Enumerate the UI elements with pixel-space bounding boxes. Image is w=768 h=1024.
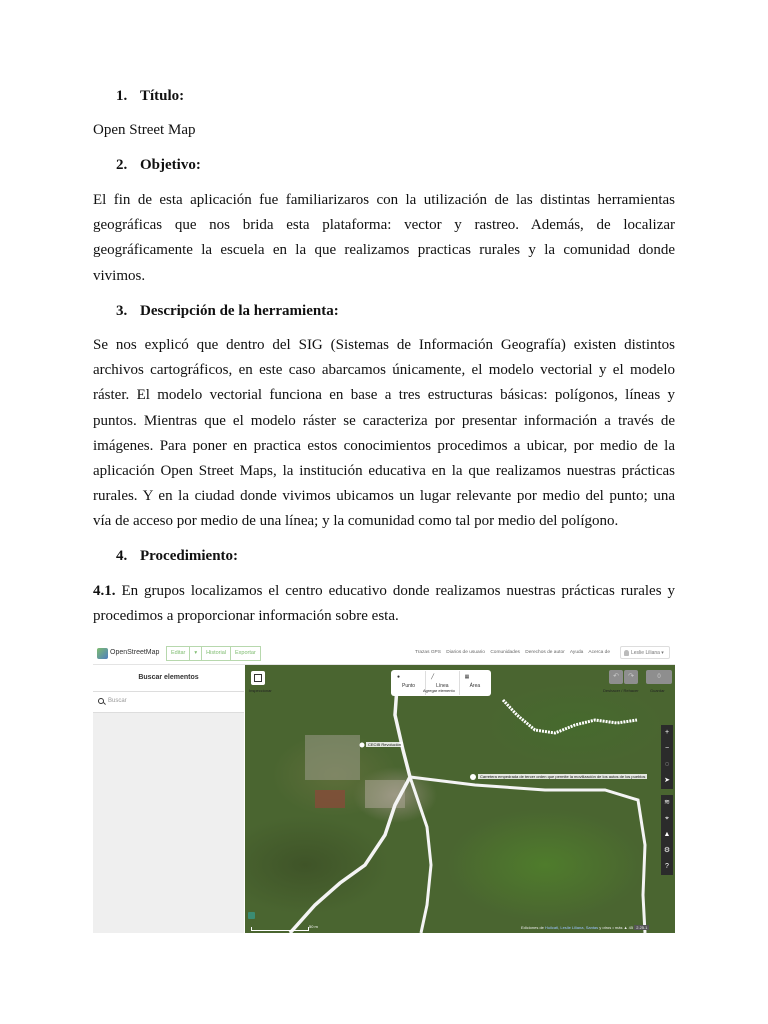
heading-text: Descripción de la herramienta: — [140, 303, 339, 319]
save-count: 0 — [657, 674, 661, 680]
nav-about[interactable]: Acerca de — [588, 650, 611, 655]
school-marker-icon[interactable] — [360, 743, 365, 748]
text-line: Se nos explicó que dentro del SIG (Sistemas de Información Geografía) existen distintos — [93, 337, 675, 353]
zoom-to-selection-icon[interactable]: ◌ — [664, 761, 670, 768]
layers-icon[interactable]: ≋ — [664, 799, 670, 806]
edit-button-group — [166, 646, 260, 660]
text-line: rurales. Y en la ciudad donde vivimos ubicamos un lugar relevante por medio del punto; una — [93, 488, 675, 505]
heading-number: 3. — [116, 303, 128, 319]
user-menu-button[interactable] — [620, 646, 670, 659]
zoom-in-icon[interactable]: + — [664, 729, 670, 736]
point-marker-icon[interactable] — [470, 774, 476, 780]
help-icon[interactable]: ? — [665, 863, 669, 870]
attrib-users[interactable]: Huilcatl, Leslie Liliana, Santas — [545, 925, 599, 930]
search-input[interactable] — [93, 692, 244, 713]
map-zoom-controls — [661, 725, 673, 789]
version-badge: 2.25.1 — [636, 925, 648, 930]
undo-redo-label: Deshacer / Rehacer — [603, 688, 639, 693]
export-button[interactable]: Exportar — [230, 646, 261, 661]
map-attribution — [521, 925, 649, 930]
text-line: Open Street Map — [93, 122, 196, 138]
heading-number: 1. — [116, 88, 128, 104]
text-line — [93, 579, 675, 604]
issues-badge[interactable]: ▲ 45 — [623, 925, 634, 930]
osm-nav — [415, 650, 614, 655]
step-number: 4.1. — [93, 583, 116, 599]
point-label: Carretera empedrada de tercer orden que permite la movilización de los autos de los pueblos — [480, 774, 646, 779]
geolocate-icon[interactable]: ➤ — [664, 777, 670, 784]
add-line-button[interactable]: ╱ Línea — [426, 671, 460, 695]
nav-communities[interactable]: Comunidades — [490, 650, 520, 655]
add-element-label: Agregar elemento — [423, 688, 455, 693]
add-point-label: Punto — [402, 683, 416, 689]
osm-screenshot — [93, 643, 675, 933]
sidebar — [93, 665, 244, 933]
text-line: geográficas que nos brida esta plataforma: vector y rastreo. Además, de localizar — [93, 217, 675, 234]
preferences-icon[interactable]: ⚙ — [663, 847, 671, 854]
text-line: El fin de esta aplicación fue familiarizaros con la utilización de las distintas herramientas — [93, 192, 675, 208]
osm-header — [93, 643, 675, 665]
osm-logo-icon — [97, 648, 108, 659]
road-east — [410, 777, 645, 933]
heading-number: 4. — [116, 548, 128, 564]
text-line: aplicación Open Street Maps, la institución educativa en la que realizamos nuestras prácticas — [93, 463, 675, 480]
save-label: Guardar — [650, 688, 665, 693]
text-line: imágenes. Para poner en practica estos conocimientos procedimos a ubicar, por medio de la — [93, 437, 675, 454]
text-line: geográficamente la escuela en la que realizamos practicas rurales y la comunidad donde — [93, 242, 675, 259]
sidebar-toggle-button[interactable] — [251, 671, 265, 685]
heading-objetivo — [116, 157, 201, 174]
save-button[interactable] — [646, 670, 672, 684]
text-line: ráster. El modelo vectorial funciona en base a tres estructuras básicas: polígonos, líneas y — [93, 387, 675, 404]
road-main — [290, 687, 410, 933]
nav-user-diaries[interactable]: Diarios de usuario — [446, 650, 485, 655]
add-point-button[interactable]: ● Punto — [392, 671, 426, 695]
zoom-out-icon[interactable]: − — [664, 745, 670, 752]
sidebar-title: Buscar elementos — [93, 665, 244, 692]
trail-line — [503, 700, 637, 733]
heading-number: 2. — [116, 157, 128, 173]
heading-titulo — [116, 88, 184, 105]
search-icon — [98, 698, 104, 704]
undo-redo-group — [608, 670, 638, 684]
user-name: Leslie Liliana ▾ — [631, 650, 664, 656]
nav-help[interactable]: Ayuda — [569, 650, 584, 655]
undo-icon[interactable]: ↶ — [609, 670, 623, 684]
map-panel-controls — [661, 795, 673, 875]
school-label: CECIB Revolución — [368, 742, 402, 747]
add-area-label: Área — [469, 683, 481, 689]
heading-text: Procedimiento: — [140, 548, 239, 564]
text-line: vivimos. — [93, 267, 146, 284]
redo-icon[interactable]: ↷ — [624, 670, 638, 684]
scale-text: 50 m — [309, 924, 318, 929]
paragraph-objetivo — [93, 188, 675, 289]
paragraph-titulo — [93, 118, 675, 143]
paragraph-procedimiento — [93, 579, 675, 629]
add-area-button[interactable]: ▦ Área — [460, 671, 491, 695]
edit-dropdown-icon[interactable]: ▾ — [189, 646, 202, 661]
nav-copyright[interactable]: Derechos de autor — [525, 650, 565, 655]
text-line: vía de acceso por medio de una línea; y la comunidad como tal por medio del polígono. — [93, 513, 619, 530]
satellite-map[interactable] — [245, 665, 675, 933]
heading-text: Título: — [140, 88, 185, 104]
text-line: procedimos a proporcionar información sobre esta. — [93, 608, 399, 625]
text-line: puntos. Mientras que el modelo ráster se caracteriza por presentar información a través de — [93, 412, 675, 429]
search-placeholder: Buscar — [108, 698, 127, 704]
heading-text: Objetivo: — [140, 157, 201, 173]
issues-icon[interactable]: ▲ — [663, 831, 671, 838]
heading-descripcion — [116, 303, 339, 320]
map-overlay — [245, 665, 675, 933]
step-text: En grupos localizamos el centro educativo donde realizamos nuestras prácticas rurales y — [115, 583, 675, 599]
red-roof-area — [315, 790, 345, 808]
school-building-area — [305, 735, 360, 780]
history-button[interactable]: Historial — [201, 646, 231, 661]
add-line-label: Línea — [436, 683, 449, 689]
user-icon — [624, 650, 629, 656]
inspect-label: Inspeccionar — [249, 688, 272, 693]
minimap-toggle-icon[interactable] — [248, 912, 255, 919]
text-line: archivos cartográficos, en este caso abarcamos únicamente, el modelo vectorial y el modelo — [93, 362, 675, 379]
nav-gps-traces[interactable]: Trazas GPS — [415, 650, 441, 655]
map-data-icon[interactable]: ⌖ — [665, 815, 669, 822]
attrib-prefix: Ediciones de — [521, 925, 546, 930]
edit-button[interactable]: Editar — [166, 646, 190, 661]
road-branch — [410, 777, 431, 933]
paragraph-descripcion — [93, 333, 675, 535]
scale-bar — [251, 927, 309, 931]
heading-procedimiento — [116, 548, 238, 565]
osm-brand[interactable]: OpenStreetMap — [110, 649, 160, 656]
attrib-suffix: y otros • más — [598, 925, 623, 930]
